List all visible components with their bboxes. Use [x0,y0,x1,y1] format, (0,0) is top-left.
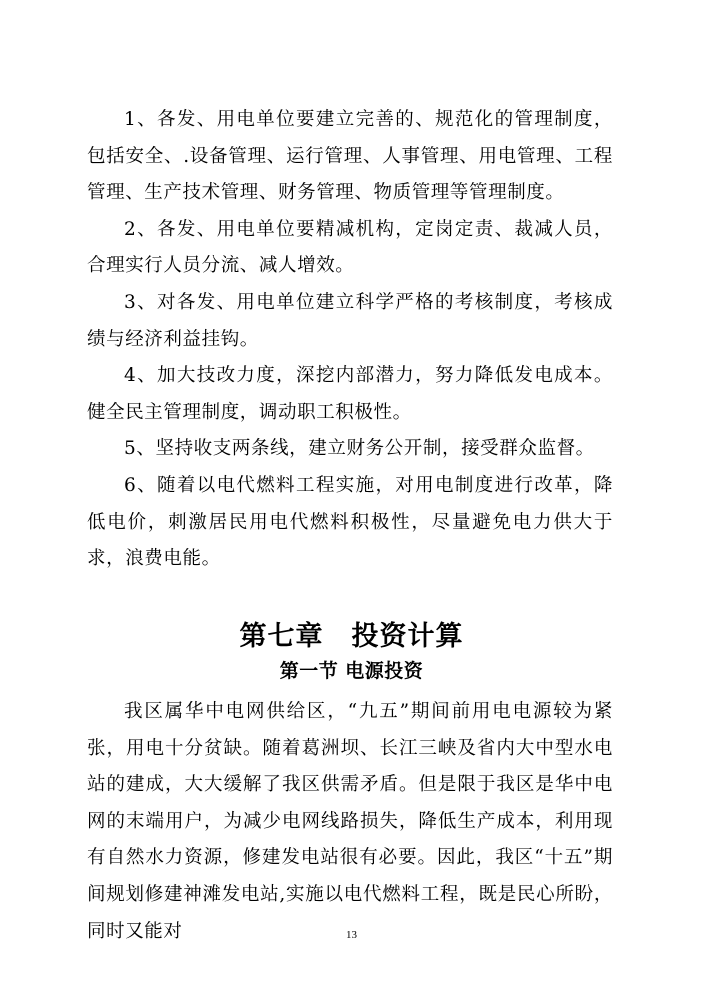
list-item-1: 1、各发、用电单位要建立完善的、规范化的管理制度，包括安全、.设备管理、运行管理、人事管理、用电管理、工程管理、生产技术管理、财务管理、物质管理等管理制度。 [87,109,613,204]
chapter-title: 第七章 投资计算 [239,621,464,652]
list-item-6: 6、随着以电代燃料工程实施，对用电制度进行改革，降低电价，刺激居民用电代燃料积极性，尽量避免电力供大于求，浪费电能。 [87,474,613,570]
body-paragraph: 我区属华中电网供给区，“九五”期间前用电电源较为紧张，用电十分贫缺。随着葛洲坝、长江三峡及省内大中型水电站的建成，大大缓解了我区供需矛盾。但是限于我区是华中电网的末端用户，为减少电网线路损失，降低生产成本，利用现有自然水力资源，修建发电站很有必要。因此，我区“十五”期间规划修建神滩发电站,实施以电代燃料工程，既是民心所盼，同时又能对 [87,701,613,942]
list-item-2: 2、各发、用电单位要精减机构，定岗定责、裁减人员，合理实行人员分流、减人增效。 [87,218,613,277]
section-title: 第一节 电源投资 [279,660,424,682]
page-number: 13 [346,929,357,941]
measures-list [87,102,613,578]
list-item-5: 5、坚持收支两条线，建立财务公开制，接受群众监督。 [124,438,595,460]
list-item-4: 4、加大技改力度，深挖内部潜力，努力降低发电成本。健全民主管理制度，调动职工积极性。 [87,365,613,423]
section-body [87,694,613,950]
list-item-3: 3、对各发、用电单位建立科学严格的考核制度，考核成绩与经济利益挂钩。 [87,291,613,350]
